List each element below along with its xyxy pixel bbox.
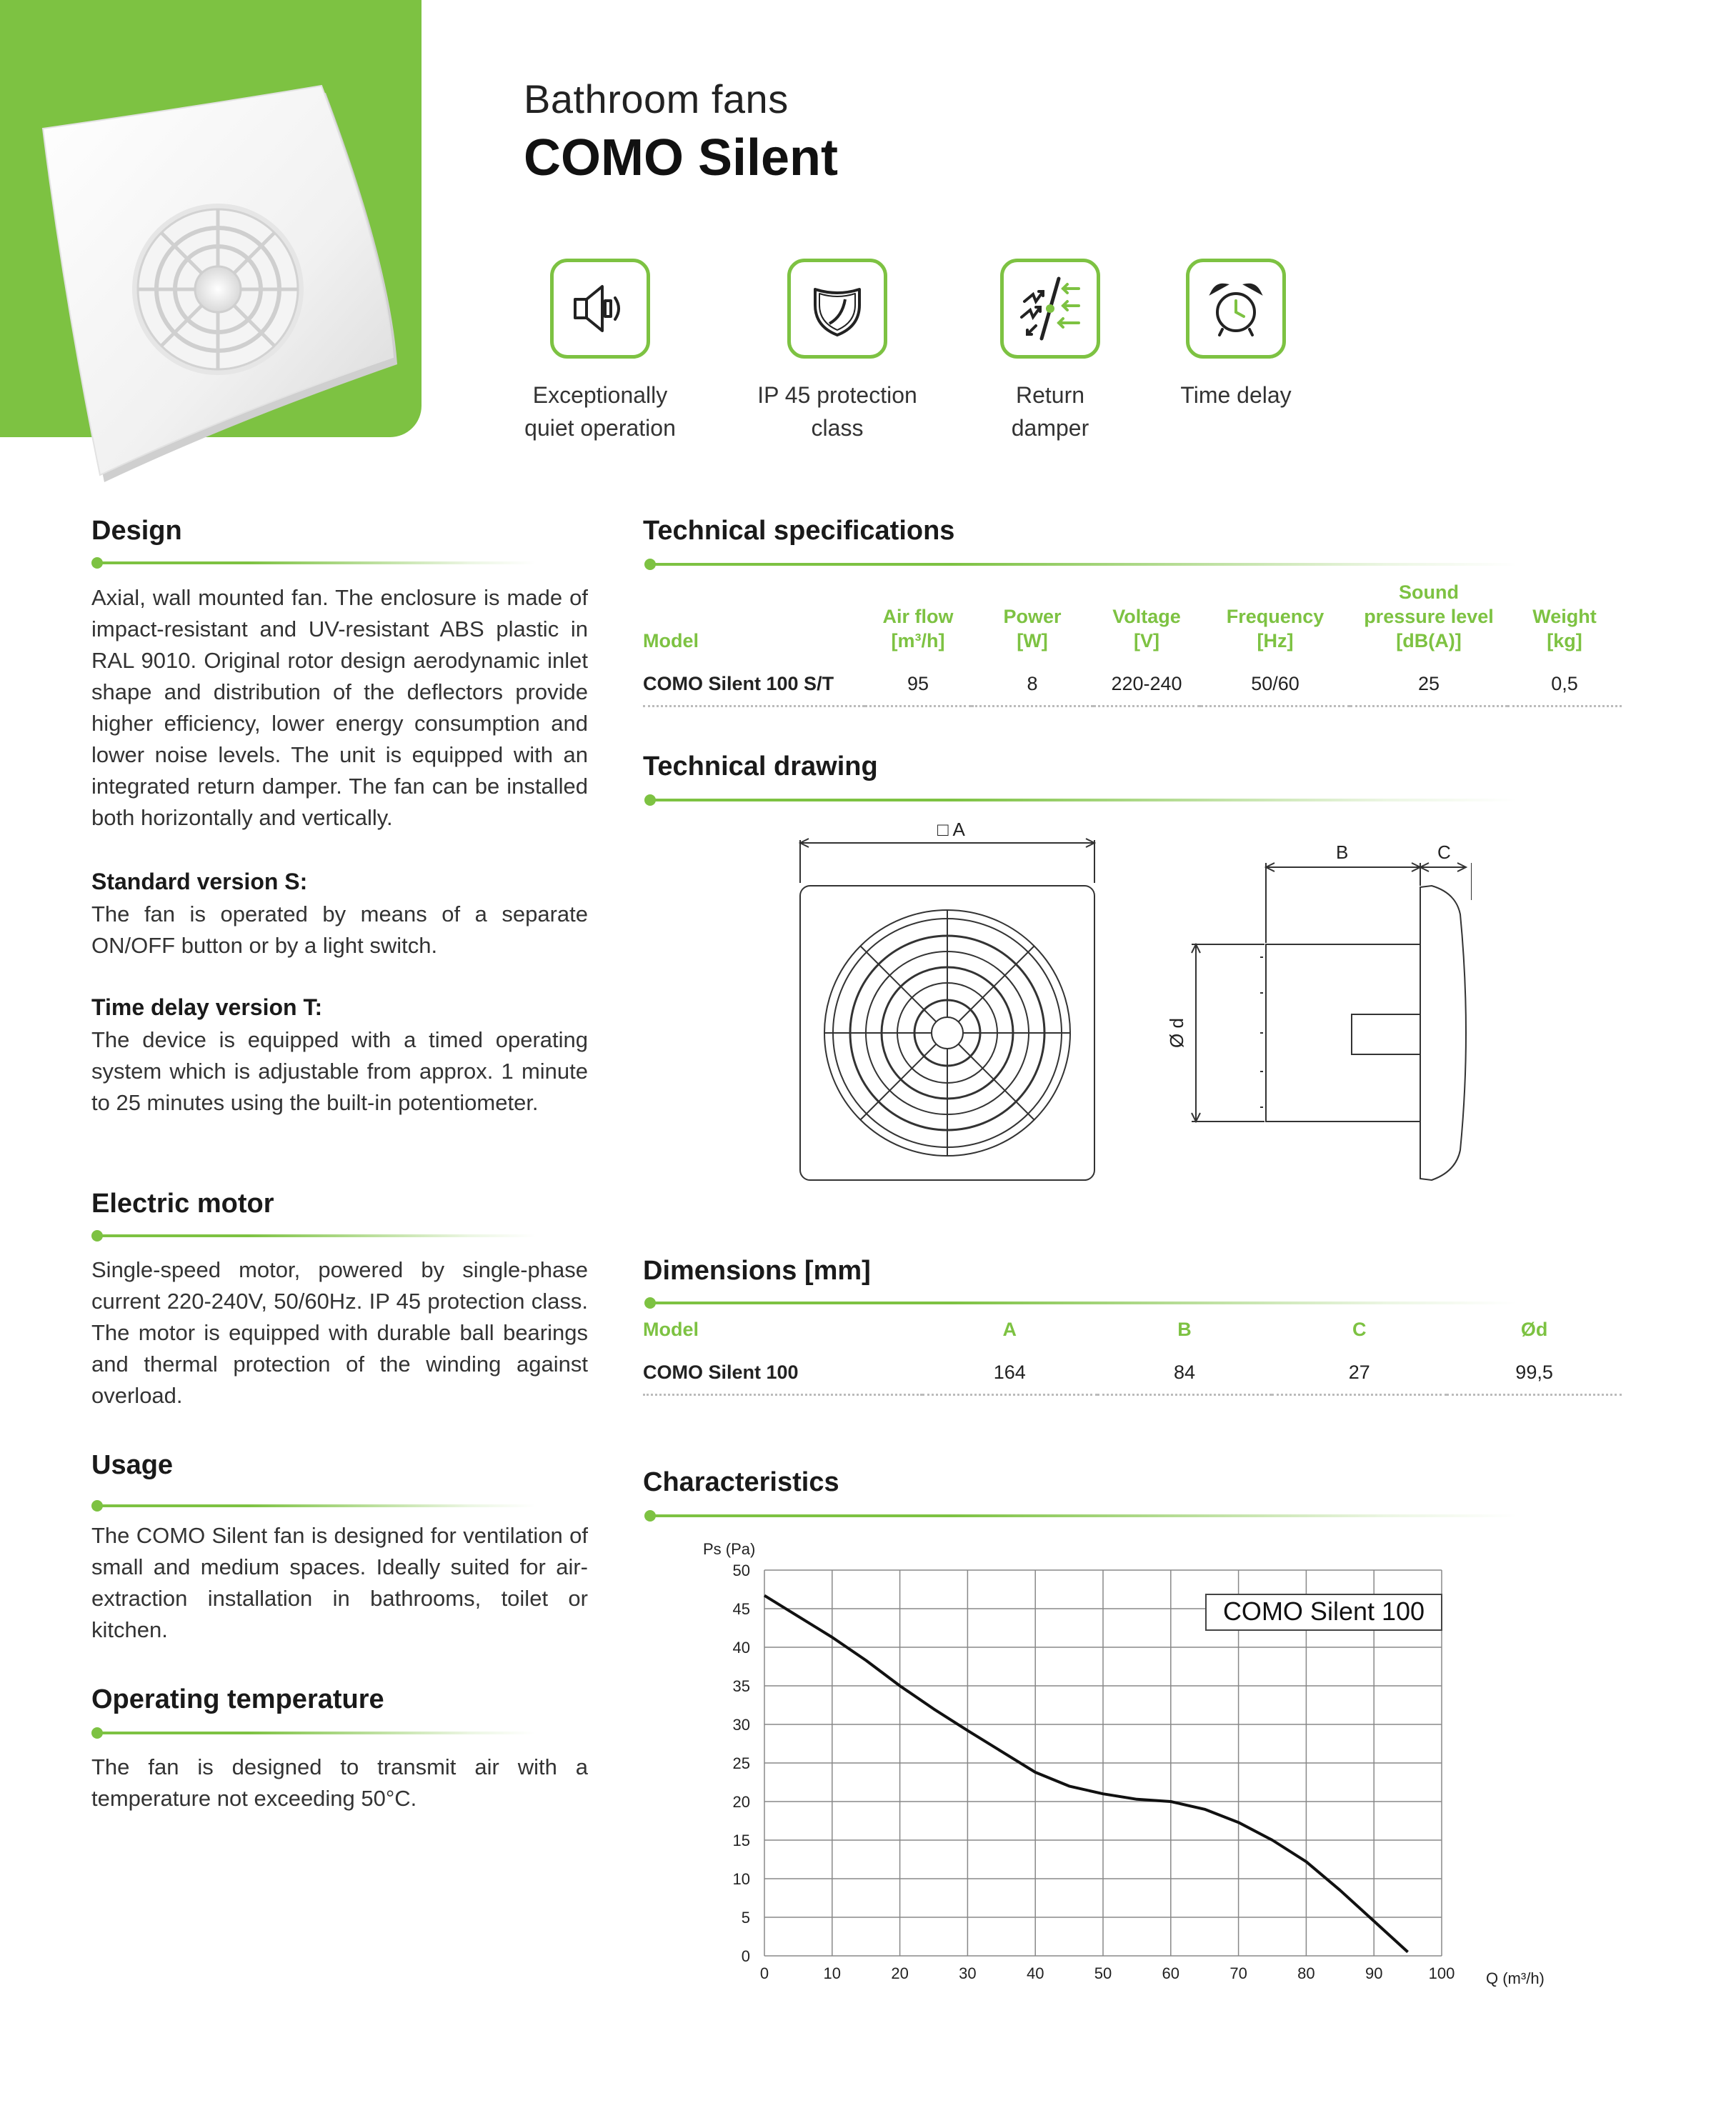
- characteristics-chart: [686, 1529, 1572, 1993]
- spec-header: Model: [643, 630, 699, 651]
- dimension-header: Model: [643, 1319, 699, 1340]
- drawing-label-c: C: [1437, 841, 1451, 863]
- feature-label: IP 45 protection class: [757, 382, 917, 441]
- standard-version-text: The fan is operated by means of a separate ON/OFF button or by a light switch.: [91, 901, 588, 958]
- standard-version-heading: Standard version S:: [91, 869, 308, 894]
- feature-label: Return damper: [1011, 382, 1089, 441]
- spec-cell: 95: [864, 663, 972, 706]
- design-heading: Design: [91, 516, 182, 546]
- time-delay-heading: Time delay version T:: [91, 994, 323, 1020]
- y-tick-label: 35: [732, 1677, 750, 1695]
- section-rule: [646, 1302, 1517, 1304]
- dimension-cell: 27: [1272, 1352, 1447, 1395]
- feature-quiet: [500, 259, 700, 444]
- series-line: [764, 1596, 1408, 1952]
- table-row: [643, 663, 1622, 706]
- x-axis-label: Q (m³/h): [1486, 1969, 1545, 1987]
- usage-heading: Usage: [91, 1450, 174, 1480]
- specs-heading: Technical specifications: [643, 516, 955, 546]
- alarm-clock-icon: [1186, 259, 1286, 359]
- category-title: Bathroom fans: [524, 76, 789, 121]
- drawing-label-b: B: [1336, 841, 1349, 863]
- speaker-icon: [550, 259, 650, 359]
- y-tick-label: 20: [732, 1793, 750, 1811]
- time-delay-text: The device is equipped with a timed operating system which is adjustable from approx. 1 minute to 25 minutes using the built-in potentiometer.: [91, 1027, 588, 1115]
- feature-time-delay: [1136, 259, 1336, 411]
- feature-label: Time delay: [1180, 382, 1292, 408]
- drawing-label-d: Ø d: [1166, 1018, 1187, 1048]
- temperature-heading: Operating temperature: [91, 1684, 384, 1714]
- spec-header: Voltage [V]: [1112, 606, 1181, 651]
- y-axis-label: Ps (Pa): [703, 1540, 756, 1558]
- section-rule: [93, 1732, 536, 1734]
- x-tick-label: 80: [1297, 1964, 1315, 1982]
- spec-header: Air flow [m³/h]: [882, 606, 954, 651]
- characteristics-heading: Characteristics: [643, 1467, 839, 1497]
- spec-cell: COMO Silent 100 S/T: [643, 663, 864, 706]
- spec-cell: 0,5: [1507, 663, 1622, 706]
- x-tick-label: 0: [759, 1964, 769, 1982]
- product-title: COMO Silent: [524, 129, 839, 186]
- fan-product-image: [14, 57, 414, 486]
- motor-text: Single-speed motor, powered by single-phase current 220-240V, 50/60Hz. IP 45 protection class. The motor is equipped with durable ball bearings and thermal protection of the winding against overload.: [91, 1257, 588, 1408]
- dimension-header: Ød: [1520, 1319, 1548, 1340]
- spec-cell: 25: [1350, 663, 1507, 706]
- dimension-cell: COMO Silent 100: [643, 1352, 922, 1395]
- y-tick-label: 40: [732, 1639, 750, 1657]
- table-row: [643, 1352, 1622, 1395]
- x-tick-label: 60: [1162, 1964, 1180, 1982]
- spec-header: Frequency [Hz]: [1226, 606, 1325, 651]
- x-tick-label: 20: [891, 1964, 909, 1982]
- section-rule: [93, 1504, 536, 1507]
- x-tick-label: 30: [959, 1964, 977, 1982]
- spec-cell: 50/60: [1200, 663, 1350, 706]
- usage-text: The COMO Silent fan is designed for ventilation of small and medium spaces. Ideally suited for air-extraction installation in bathrooms, toilet or kitchen.: [91, 1523, 588, 1642]
- section-rule: [646, 799, 1517, 801]
- dimension-header: A: [1002, 1319, 1017, 1340]
- y-tick-label: 5: [741, 1909, 750, 1927]
- spec-header: Power [W]: [1003, 606, 1062, 651]
- y-tick-label: 30: [732, 1716, 750, 1734]
- motor-heading: Electric motor: [91, 1189, 274, 1219]
- dimension-header: B: [1177, 1319, 1192, 1340]
- specs-table: [643, 580, 1622, 707]
- dimension-cell: 99,5: [1447, 1352, 1622, 1395]
- y-tick-label: 0: [741, 1947, 750, 1965]
- feature-label: Exceptionally quiet operation: [524, 382, 676, 441]
- y-tick-label: 15: [732, 1832, 750, 1849]
- y-tick-label: 50: [732, 1562, 750, 1579]
- section-rule: [93, 561, 536, 564]
- y-tick-label: 25: [732, 1754, 750, 1772]
- dimensions-heading: Dimensions [mm]: [643, 1256, 871, 1286]
- legend-label: COMO Silent 100: [1222, 1597, 1425, 1626]
- dimension-cell: 164: [922, 1352, 1097, 1395]
- drawing-label-a: □ A: [937, 819, 965, 840]
- damper-icon: [1000, 259, 1100, 359]
- design-text: Axial, wall mounted fan. The enclosure is made of impact-resistant and UV-resistant ABS plastic in RAL 9010. Original rotor design aerodynamic inlet shape and distribution of the deflectors provide higher efficiency, lower energy consumption and lower noise levels. The unit is equipped with an integrated return damper. The fan can be installed both horizontally and vertically.: [91, 585, 588, 830]
- y-tick-label: 10: [732, 1870, 750, 1888]
- technical-drawing: [786, 814, 1472, 1200]
- spec-header: Sound pressure level [dB(A)]: [1364, 581, 1494, 651]
- y-tick-label: 45: [732, 1600, 750, 1618]
- feature-damper: [950, 259, 1150, 444]
- x-tick-label: 70: [1229, 1964, 1247, 1982]
- spec-header: Weight [kg]: [1532, 606, 1597, 651]
- section-rule: [646, 563, 1517, 566]
- drawing-heading: Technical drawing: [643, 751, 878, 781]
- temperature-text: The fan is designed to transmit air with a temperature not exceeding 50°C.: [91, 1754, 588, 1811]
- dimension-cell: 84: [1097, 1352, 1272, 1395]
- x-tick-label: 40: [1026, 1964, 1044, 1982]
- x-tick-label: 90: [1365, 1964, 1383, 1982]
- feature-ip45: [737, 259, 937, 444]
- x-tick-label: 10: [823, 1964, 842, 1982]
- spec-cell: 8: [972, 663, 1093, 706]
- spec-cell: 220-240: [1093, 663, 1200, 706]
- x-tick-label: 50: [1094, 1964, 1112, 1982]
- dimensions-table: [643, 1317, 1622, 1396]
- section-rule: [646, 1514, 1517, 1517]
- dimension-header: C: [1352, 1319, 1367, 1340]
- section-rule: [93, 1234, 536, 1237]
- x-tick-label: 100: [1428, 1964, 1455, 1982]
- shield-icon: [787, 259, 887, 359]
